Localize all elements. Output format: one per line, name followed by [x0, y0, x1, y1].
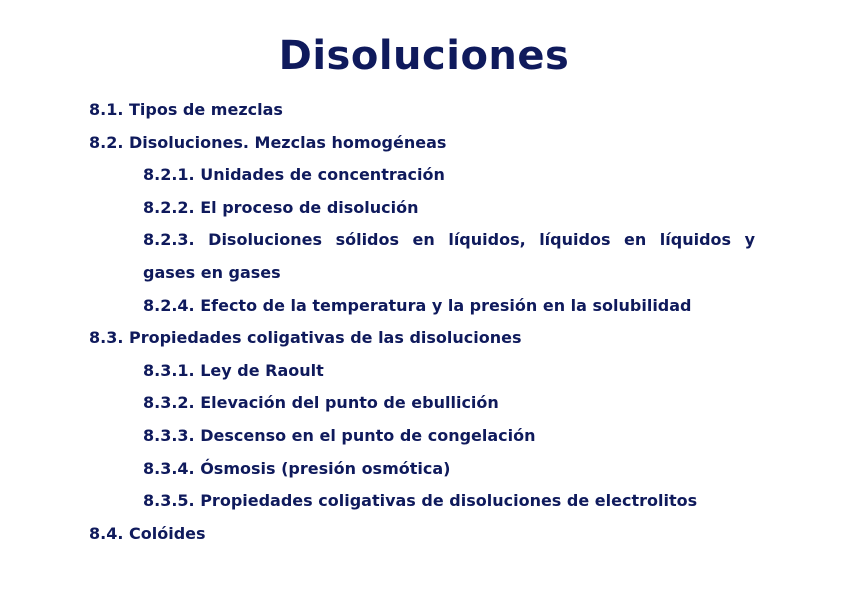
- toc-item-8-3-2: 8.3.2. Elevación del punto de ebullición: [143, 393, 499, 413]
- toc-item-8-3-4: 8.3.4. Ósmosis (presión osmótica): [143, 458, 451, 478]
- page-title: Disoluciones: [278, 33, 570, 79]
- toc-item-8-1: 8.1. Tipos de mezclas: [89, 100, 283, 119]
- toc-item-8-2-4: 8.2.4. Efecto de la temperatura y la presión en la solubilidad: [143, 295, 692, 315]
- toc-item-8-2: 8.2. Disoluciones. Mezclas homogéneas: [89, 132, 447, 152]
- toc-item-8-3-5: 8.3.5. Propiedades coligativas de disoluciones de electrolitos: [143, 491, 698, 511]
- toc-item-8-3-1: 8.3.1. Ley de Raoult: [143, 360, 324, 380]
- toc-item-8-3: 8.3. Propiedades coligativas de las disoluciones: [89, 328, 522, 348]
- toc-item-8-4: 8.4. Colóides: [89, 523, 206, 543]
- table-of-contents: [89, 94, 755, 550]
- toc-item-8-2-1: 8.2.1. Unidades de concentración: [143, 165, 445, 185]
- toc-item-8-3-3: 8.3.3. Descenso en el punto de congelación: [143, 425, 536, 445]
- toc-item-8-2-3: 8.2.3. Disoluciones sólidos en líquidos, líquidos en líquidos y: [143, 230, 755, 250]
- toc-item-8-2-2: 8.2.2. El proceso de disolución: [143, 197, 419, 217]
- toc-item-8-2-3-continuation: gases en gases: [143, 262, 281, 282]
